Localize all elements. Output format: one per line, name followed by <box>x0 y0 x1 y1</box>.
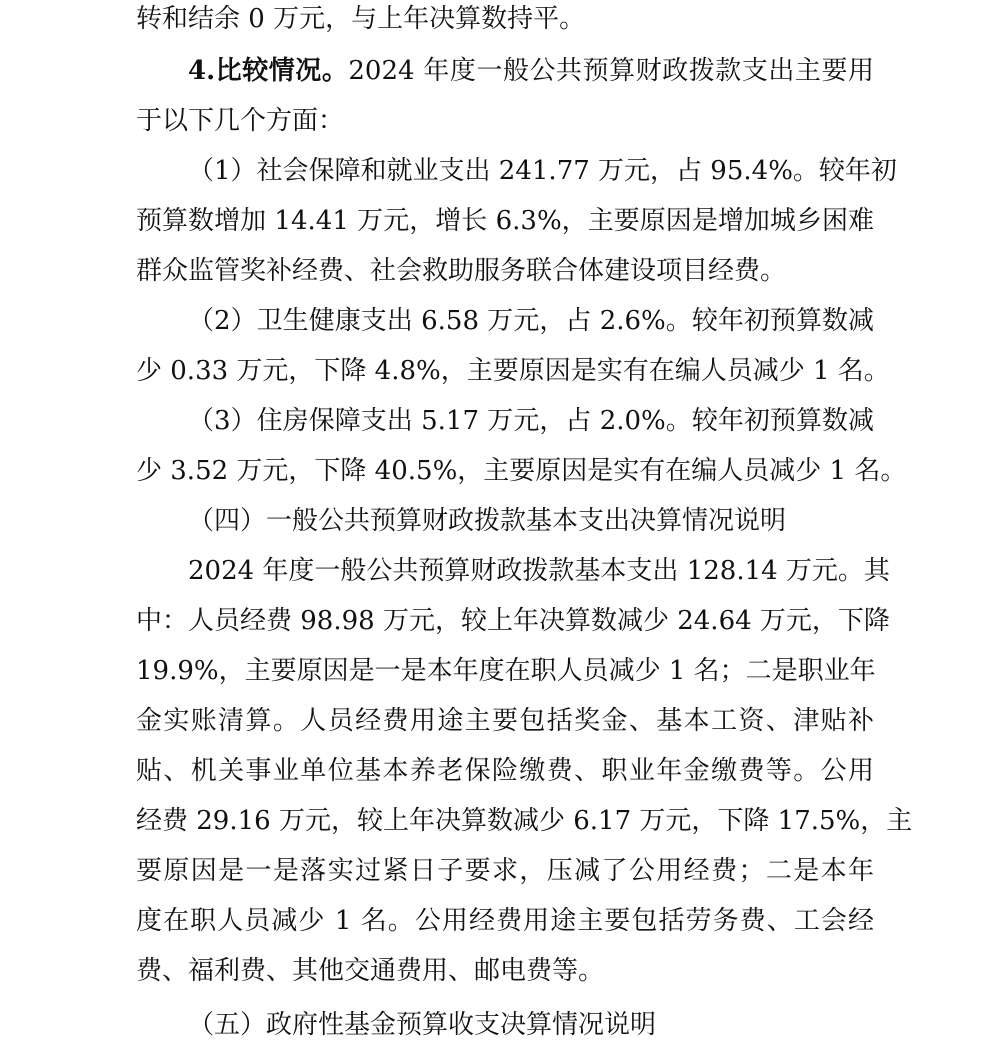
paragraph-line: （1）社会保障和就业支出 241.77 万元，占 95.4%。较年初 <box>188 156 897 186</box>
paragraph-line: 费、福利费、其他交通费用、邮电费等。 <box>136 956 605 986</box>
paragraph-line: 要原因是一是落实过紧日子要求，压减了公用经费；二是本年 <box>136 856 874 886</box>
paragraph-line: 度在职人员减少 1 名。公用经费用途主要包括劳务费、工会经 <box>136 906 874 936</box>
section-heading: （四）一般公共预算财政拨款基本支出决算情况说明 <box>188 506 787 536</box>
paragraph-line: （3）住房保障支出 5.17 万元，占 2.0%。较年初预算数减 <box>188 406 874 436</box>
paragraph-line: 中：人员经费 98.98 万元，较上年决算数减少 24.64 万元，下降 <box>136 606 890 636</box>
section-heading: 4.比较情况。 <box>188 56 349 86</box>
paragraph-line: 少 3.52 万元，下降 40.5%，主要原因是实有在编人员减少 1 名。 <box>136 456 907 486</box>
paragraph-line: 4.比较情况。2024 年度一般公共预算财政拨款支出主要用 <box>188 56 874 86</box>
paragraph-line: 于以下几个方面： <box>136 106 345 136</box>
paragraph-line: 转和结余 0 万元，与上年决算数持平。 <box>136 4 586 34</box>
section-heading: （五）政府性基金预算收支决算情况说明 <box>188 1010 657 1040</box>
paragraph-line: 预算数增加 14.41 万元，增长 6.3%，主要原因是增加城乡困难 <box>136 206 874 236</box>
paragraph-line: 19.9%，主要原因是一是本年度在职人员减少 1 名；二是职业年 <box>136 656 876 686</box>
paragraph-line: 群众监管奖补经费、社会救助服务联合体建设项目经费。 <box>136 256 787 286</box>
paragraph-line: 少 0.33 万元，下降 4.8%，主要原因是实有在编人员减少 1 名。 <box>136 356 890 386</box>
paragraph-line: （2）卫生健康支出 6.58 万元，占 2.6%。较年初预算数减 <box>188 306 874 336</box>
paragraph-line: 经费 29.16 万元，较上年决算数减少 6.17 万元，下降 17.5%，主 <box>136 806 913 836</box>
paragraph-line: 金实账清算。人员经费用途主要包括奖金、基本工资、津贴补 <box>136 706 874 736</box>
paragraph-line: 2024 年度一般公共预算财政拨款基本支出 128.14 万元。其 <box>188 556 890 586</box>
paragraph-line: 贴、机关事业单位基本养老保险缴费、职业年金缴费等。公用 <box>136 756 874 786</box>
